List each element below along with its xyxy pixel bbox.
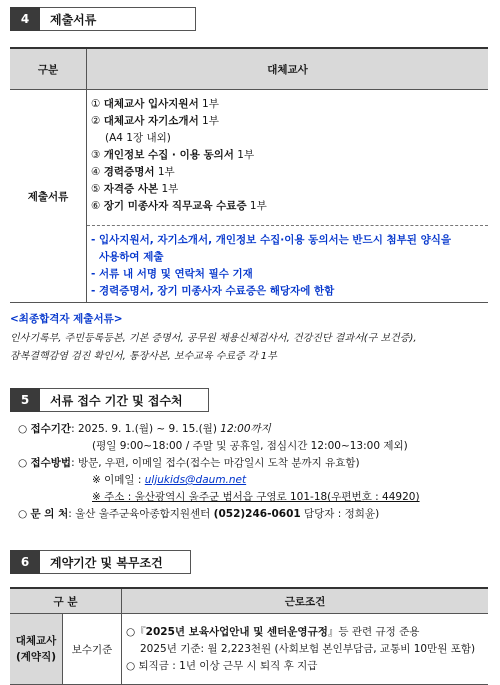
final-applicants-title: <최종합격자 제출서류> [10, 313, 123, 325]
conditions-cell [122, 614, 489, 685]
list-item: ③ 개인정보 수집 · 이용 동의서 1부 [91, 149, 255, 161]
email-row: ※ 이메일 : uljukids@daum.net [92, 474, 247, 486]
note-line: 사용하여 제출 [99, 251, 164, 263]
final-applicants-line: 인사기록부, 주민등록등본, 기본 증명서, 공무원 채용신체검사서, 건강진단 결과서(구 보건증), [10, 333, 417, 344]
section-5-header [10, 388, 209, 412]
address-row: ※ 주소 : 울산광역시 울주군 범서읍 구영로 101-18(우편번호 : 44920) [92, 491, 420, 503]
sub-label: 보수기준 [63, 614, 122, 685]
contact-row: ○ 문 의 처: 울산 울주군육아종합지원센터 (052)246-0601 담당자 : 정희윤) [18, 508, 380, 520]
email-link[interactable]: uljukids@daum.net [144, 474, 247, 486]
contract-table [10, 587, 488, 685]
group-label: 대체교사 (계약직) [10, 614, 63, 685]
list-item-note: (A4 1장 내외) [105, 132, 171, 144]
condition-line: 2025년 기준: 월 2,223천원 (사회보험 본인부담금, 교통비 10만원 포함) [140, 642, 476, 655]
col-header-category: 구분 [10, 48, 87, 90]
section-title: 제출서류 [40, 7, 196, 31]
section-4-header [10, 7, 196, 31]
condition-line: ○『2025년 보육사업안내 및 센터운영규정』등 관련 규정 준용 [126, 625, 420, 638]
document-list [87, 90, 488, 226]
method-row: ○ 접수방법: 방문, 우편, 이메일 접수(접수는 마감일시 도착 분까지 유효함) [18, 457, 360, 469]
list-item: ⑤ 자격증 사본 1부 [91, 183, 179, 195]
col-header-conditions: 근로조건 [122, 588, 489, 614]
col-header-category: 구 분 [10, 588, 122, 614]
section-6-header [10, 550, 191, 574]
col-header-substitute: 대체교사 [87, 48, 489, 90]
section-number: 6 [10, 550, 40, 574]
document-notes [87, 226, 488, 302]
note-line: - 서류 내 서명 및 연락처 필수 기재 [91, 268, 253, 280]
section-number: 4 [10, 7, 40, 31]
row-label-documents: 제출서류 [10, 90, 87, 303]
condition-line: ○ 퇴직금 : 1년 이상 근무 시 퇴직 후 지급 [126, 659, 318, 672]
application-info [18, 421, 420, 523]
list-item: ① 대체교사 입사지원서 1부 [91, 98, 219, 110]
period-row: ○ 접수기간: 2025. 9. 1.(월) ~ 9. 15.(월) 12:00까지 [18, 423, 271, 435]
final-applicants-line: 잠복결핵감염 검진 확인서, 통장사본, 보수교육 수료증 각 1부 [10, 351, 277, 362]
section-title: 서류 접수 기간 및 접수처 [40, 388, 209, 412]
list-item: ⑥ 장기 미종사자 직무교육 수료증 1부 [91, 200, 267, 212]
period-note: (평일 9:00~18:00 / 주말 및 공휴일, 점심시간 12:00~13:00 제외) [92, 440, 408, 452]
note-line: - 입사지원서, 자기소개서, 개인정보 수집·이용 동의서는 반드시 첨부된 양식을 [91, 234, 452, 246]
documents-cell [87, 90, 489, 303]
section-title: 계약기간 및 복무조건 [40, 550, 191, 574]
section-number: 5 [10, 388, 40, 412]
list-item: ② 대체교사 자기소개서 1부 [91, 115, 219, 127]
list-item: ④ 경력증명서 1부 [91, 166, 175, 178]
note-line: - 경력증명서, 장기 미종사자 수료증은 해당자에 한함 [91, 285, 335, 297]
documents-table [10, 47, 488, 303]
